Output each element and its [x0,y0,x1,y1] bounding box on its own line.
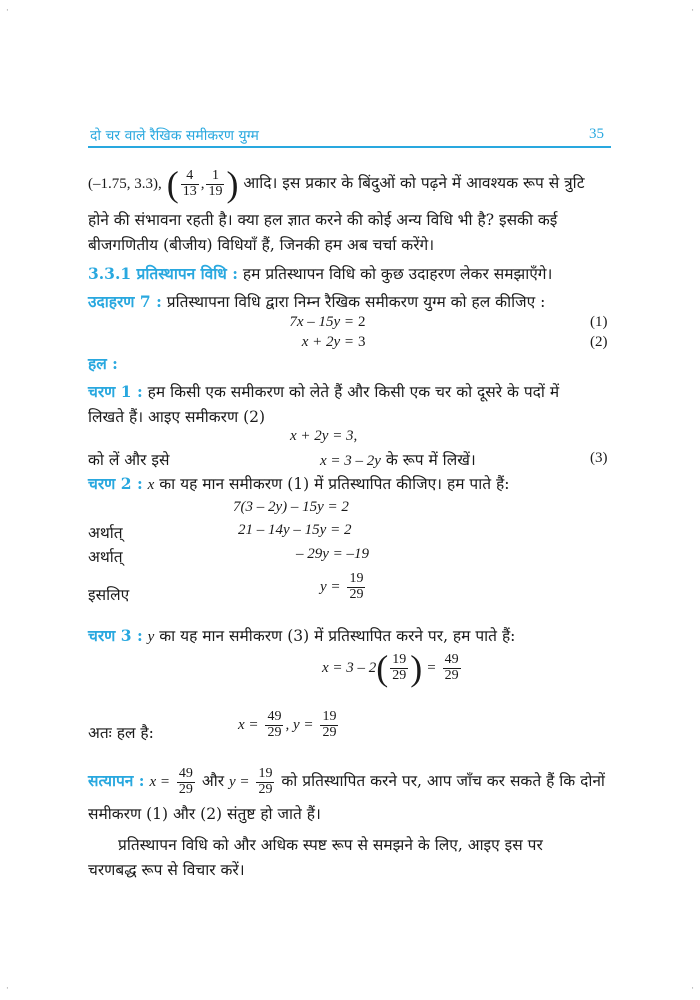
fraction-19-29: $\frac{19}{29}$ [322,709,337,740]
step1-line3 [320,448,476,470]
answer-equation [238,710,340,740]
example-text: प्रतिस्थापना विधि द्वारा निम्न रैखिक समीकरण युग्म को हल कीजिए : [166,293,546,311]
para1-line3: बीजगणितीय (बीजीय) विधियाँ हैं, जिनकी हम अब चर्चा करेंगे। [88,236,435,254]
step1-line3-text: के रूप में लिखें। [385,451,476,469]
paren-open: ( [376,648,389,688]
running-header-title: दो चर वाले रैखिक समीकरण युग्म [90,128,259,144]
step2-word2: अर्थात् [88,548,123,566]
fraction-49-29: $\frac{49}{29}$ [444,651,459,683]
step1-text: हम किसी एक समीकरण को लेते हैं और किसी एक चर को दूसरे के पदों में [147,383,560,401]
comma: , [200,176,205,192]
fraction-19-29: $\frac{19}{29}$ [392,651,407,683]
answer-label: अतः हल है: [88,724,154,742]
verification-and: और [201,772,225,790]
step2-var: x [147,477,155,493]
step1-line1 [88,380,559,402]
para1-line2: होने की संभावना रहती है। क्या हल ज्ञात करने की कोई अन्य विधि भी है? इसकी कई [88,211,558,229]
eq2-rhs: 3 [358,334,366,350]
step1-x-expression: x = 3 – 2y [320,453,381,469]
section-text: हम प्रतिस्थापन विधि को कुछ उदाहरण लेकर समझाएँगे। [242,265,553,283]
step2-word1: अर्थात् [88,524,123,542]
closing-line1: प्रतिस्थापन विधि को और अधिक स्पष्ट रूप से समझने के लिए, आइए इस पर [118,836,543,854]
step2-text: का यह मान समीकरण (1) में प्रतिस्थापित कीजिए। हम पाते हैं: [159,475,510,493]
step2-line [88,472,509,494]
fraction-4-13: $\frac{4}{13}$ [182,167,197,199]
para1-line1 [88,163,585,204]
fraction-49-29: $\frac{49}{29}$ [267,709,282,740]
step3-var: y [147,629,155,645]
answer-sep: , y = [285,717,314,734]
step2-eq4-lhs: y = [320,579,341,596]
header-rule [88,146,611,148]
section-heading: 3.3.1 प्रतिस्थापन विधि : [88,264,238,283]
step1-equation: x + 2y = 3, [290,428,358,444]
example-label: उदाहरण 7 : [88,292,162,311]
verification-y-lhs: y = [229,774,250,790]
corner-mark: · [691,6,694,16]
step2-word3: इसलिए [88,586,130,604]
step3-equation [322,650,463,686]
corner-mark: · [691,984,694,994]
step2-label: चरण 2 : [88,474,143,493]
step2-eq4 [320,572,367,602]
example-line [88,290,545,312]
paren-close: ) [226,164,239,204]
eq1-lhs: 7x – 15y = [289,314,354,330]
corner-mark: · [6,984,9,994]
para1-line1-text: आदि। इस प्रकार के बिंदुओं को पढ़ने में आवश्यक रूप से त्रुटि [243,174,585,192]
paren-close: ) [410,648,423,688]
closing-line2: चरणबद्ध रूप से विचार करें। [88,861,245,879]
fraction-19-29: $\frac{19}{29}$ [349,571,364,602]
verification-line1 [88,762,605,801]
point-1: (–1.75, 3.3), [88,176,162,192]
step1-line2: लिखते हैं। आइए समीकरण (2) [88,408,266,426]
verification-text: को प्रतिस्थापित करने पर, आप जाँच कर सकते हैं कि दोनों [281,772,605,790]
step2-eq3: – 29y = –19 [296,546,370,562]
corner-mark: · [6,6,9,16]
step3-eq-lhs: x = 3 – 2 [322,660,377,676]
verification-x-lhs: x = [149,774,170,790]
equals-sign: = [427,660,436,676]
fraction-49-29: $\frac{49}{29}$ [178,765,193,797]
verification-line2: समीकरण (1) और (2) संतुष्ट हो जाते हैं। [88,805,321,823]
answer-x-lhs: x = [238,717,259,734]
step2-eq1: 7(3 – 2y) – 15y = 2 [233,499,349,515]
step1-label: चरण 1 : [88,382,143,401]
eq3-number: (3) [590,450,608,466]
solution-label: हल : [88,354,118,373]
fraction-19-29: $\frac{19}{29}$ [258,765,273,797]
step2-eq2: 21 – 14y – 15y = 2 [238,522,352,538]
step3-text: का यह मान समीकरण (3) में प्रतिस्थापित करने पर, हम पाते हैं: [159,627,516,645]
page-number: 35 [589,126,604,142]
eq2-lhs: x + 2y = [301,334,354,350]
step3-label: चरण 3 : [88,626,143,645]
section-line [88,262,552,284]
paren-open: ( [166,164,179,204]
step1-line3-left: को लें और इसे [88,451,170,469]
fraction-1-19: $\frac{1}{19}$ [208,167,223,199]
eq1-number: (1) [590,314,608,330]
step3-line [88,624,515,646]
eq1-rhs: 2 [358,314,366,330]
eq2-number: (2) [590,334,608,350]
verification-label: सत्यापन : [88,771,145,790]
